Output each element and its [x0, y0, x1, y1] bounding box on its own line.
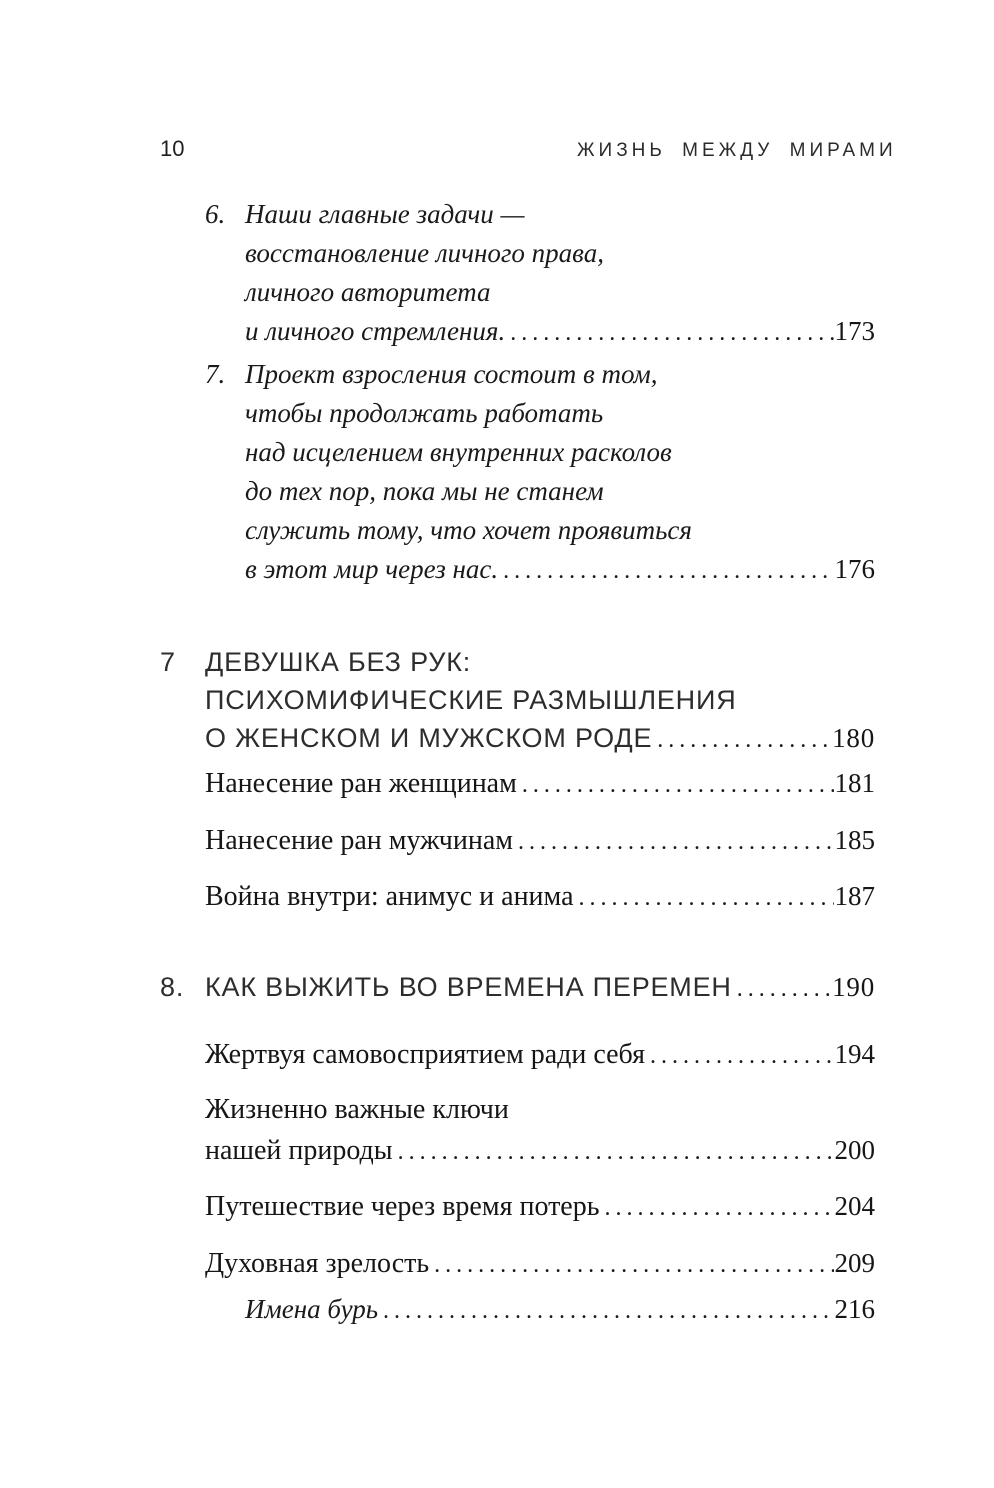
dot-leader: [518, 822, 834, 862]
entry-body: [205, 1034, 875, 1076]
entry-title: нашей природы: [205, 1135, 393, 1166]
dot-leader: [398, 1132, 834, 1172]
entry-page-ref: 194: [834, 1039, 875, 1069]
toc-entry: [160, 968, 875, 1008]
entry-page-ref: 204: [834, 1191, 875, 1221]
entry-title: КАК ВЫЖИТЬ ВО ВРЕМЕНА ПЕРЕМЕН: [205, 972, 732, 1002]
entry-last-line: [205, 876, 875, 918]
toc-entry: [205, 1186, 875, 1228]
dot-leader: [434, 1245, 833, 1285]
entry-number: 7: [160, 647, 176, 677]
entry-body: [205, 820, 875, 862]
entry-line: ДЕВУШКА БЕЗ РУК:: [205, 647, 472, 677]
entry-title: Путешествие через время потерь: [205, 1191, 600, 1222]
entry-body: [245, 1290, 875, 1331]
entry-line: Жизненно важные ключи: [205, 1094, 509, 1125]
dot-leader: [737, 970, 831, 1008]
dot-leader: [383, 1292, 834, 1331]
entry-body: [245, 195, 875, 353]
toc-entry: [205, 1243, 875, 1285]
dot-leader: [605, 1188, 834, 1228]
entry-line: над исцелением внутренних расколов: [245, 437, 672, 467]
dot-leader: [650, 1036, 834, 1076]
toc-entry: [205, 1034, 875, 1076]
entry-last-line: [205, 1186, 875, 1228]
running-head: ЖИЗНЬ МЕЖДУ МИРАМИ: [577, 140, 897, 161]
entry-last-line: [245, 1290, 875, 1331]
dot-leader: [522, 765, 834, 805]
entry-body: [205, 1186, 875, 1228]
entry-page-ref: 185: [834, 825, 875, 855]
entry-number: 7.: [205, 359, 226, 389]
table-of-contents: [160, 195, 875, 1331]
toc-entry: [205, 1090, 875, 1172]
entry-number: 6.: [205, 199, 226, 229]
entry-body: [205, 763, 875, 805]
toc-entry: [245, 1290, 875, 1331]
entry-title: Война внутри: анимус и анима: [205, 881, 574, 912]
toc-entry: [160, 643, 875, 759]
toc-entry: [205, 763, 875, 805]
entry-page-ref: 200: [834, 1135, 875, 1165]
entry-last-line: [245, 550, 875, 591]
entry-page-ref: 190: [832, 972, 875, 1002]
entry-body: [205, 968, 875, 1008]
entry-title: Духовная зрелость: [205, 1248, 430, 1279]
entry-line: Наши главные задачи —: [245, 199, 525, 229]
entry-last-line: [245, 312, 875, 353]
entry-page-ref: 209: [834, 1248, 875, 1278]
toc-entry: [205, 355, 875, 591]
entry-line: служить тому, что хочет проявиться: [245, 515, 692, 545]
toc-entry: [205, 195, 875, 353]
entry-title: Жертвуя самовосприятием ради себя: [205, 1039, 645, 1070]
entry-page-ref: 181: [834, 768, 875, 798]
entry-line: ПСИХОМИФИЧЕСКИЕ РАЗМЫШЛЕНИЯ: [205, 685, 737, 715]
entry-page-ref: 176: [834, 554, 875, 584]
entry-last-line: [205, 719, 875, 759]
entry-last-line: [205, 968, 875, 1008]
entry-last-line: [205, 1130, 875, 1172]
dot-leader: [510, 314, 833, 353]
entry-line: восстановление личного права,: [245, 238, 604, 268]
dot-leader: [503, 552, 833, 591]
entry-title: в этот мир через нас.: [245, 554, 499, 584]
entry-line: до тех пор, пока мы не станем: [245, 476, 604, 506]
entry-page-ref: 216: [834, 1294, 875, 1324]
entry-line: чтобы продолжать работать: [245, 398, 604, 428]
dot-leader: [657, 721, 831, 759]
entry-body: [205, 643, 875, 759]
entry-last-line: [205, 1034, 875, 1076]
dot-leader: [579, 878, 834, 918]
entry-last-line: [205, 820, 875, 862]
entry-title: и личного стремления.: [245, 316, 506, 346]
toc-entry: [205, 876, 875, 918]
entry-body: [245, 355, 875, 591]
entry-line: личного авторитета: [245, 277, 491, 307]
entry-body: [205, 876, 875, 918]
entry-last-line: [205, 1243, 875, 1285]
toc-entry: [205, 820, 875, 862]
entry-body: [205, 1243, 875, 1285]
entry-body: [205, 1090, 875, 1172]
entry-title: Имена бурь: [245, 1294, 378, 1324]
entry-last-line: [205, 763, 875, 805]
entry-page-ref: 180: [832, 723, 875, 753]
entry-title: О ЖЕНСКОМ И МУЖСКОМ РОДЕ: [205, 723, 653, 753]
page-number: 10: [160, 136, 185, 161]
entry-page-ref: 187: [834, 881, 875, 911]
entry-line: Проект взросления состоит в том,: [245, 359, 658, 389]
entry-title: Нанесение ран мужчинам: [205, 825, 513, 856]
entry-title: Нанесение ран женщинам: [205, 768, 517, 799]
entry-number: 8.: [160, 972, 185, 1002]
entry-page-ref: 173: [834, 316, 875, 346]
